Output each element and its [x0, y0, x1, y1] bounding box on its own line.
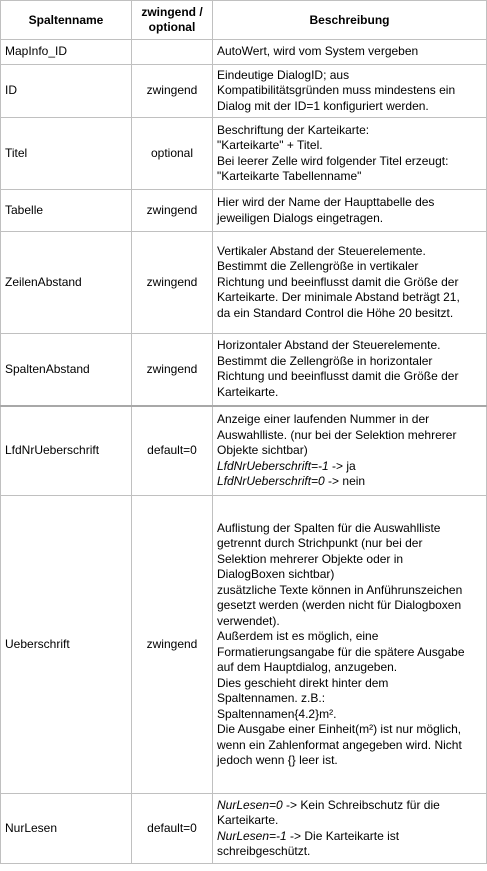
description-line: [217, 195, 482, 211]
cell-column-name: LfdNrUeberschrift: [1, 406, 132, 496]
description-line: [217, 338, 482, 354]
description-line: [217, 691, 482, 707]
cell-description: [213, 406, 487, 496]
cell-description: [213, 496, 487, 794]
description-line: [217, 275, 482, 291]
description-line: [217, 707, 482, 723]
table-row: [1, 334, 487, 406]
description-text: Auswahlliste. (nur bei der Selektion mehrerer: [217, 427, 457, 442]
description-text: Hier wird der Name der Haupttabelle des: [217, 195, 435, 209]
description-line: [217, 552, 482, 568]
table-row: [1, 118, 487, 190]
description-text: "Karteikarte" + Titel.: [217, 138, 323, 152]
cell-required: zwingend: [132, 334, 213, 406]
description-line: [217, 722, 482, 738]
description-line: [217, 369, 482, 385]
description-line: [217, 68, 482, 84]
header-row: [1, 1, 487, 40]
header-required-line-1: zwingend /: [141, 5, 203, 19]
description-line: [217, 385, 482, 401]
description-text: jeweiligen Dialogs eingetragen.: [217, 210, 384, 225]
description-line: [217, 474, 482, 490]
description-text: zusätzliche Texte können in Anführunszeichen: [217, 582, 463, 597]
description-text: auf dem Hauptdialog, anzugeben.: [217, 660, 398, 674]
cell-description: [213, 65, 487, 118]
description-text: Karteikarte.: [217, 384, 279, 399]
description-text: -> nein: [324, 474, 366, 488]
description-line: [217, 753, 482, 769]
description-line: [217, 521, 482, 537]
description-text: Vertikaler Abstand der Steuerelemente.: [217, 243, 426, 258]
description-line: [217, 813, 482, 829]
description-line: [217, 290, 482, 306]
description-text: Die Ausgabe einer Einheit(m²) ist nur möglich,: [217, 722, 462, 736]
description-text: -> Die Karteikarte ist: [286, 828, 400, 843]
header-column-required: [132, 1, 213, 40]
description-text: Dies geschieht direkt hinter dem: [217, 675, 389, 690]
description-text: Außerdem ist es möglich, eine: [217, 629, 379, 643]
header-required-line-2: optional: [148, 20, 196, 34]
description-text: DialogBoxen sichtbar): [217, 567, 335, 581]
description-line: [217, 738, 482, 754]
table-row: [1, 190, 487, 232]
description-line: [217, 259, 482, 275]
description-text: da ein Standard Control die Höhe 20 besitzt.: [217, 305, 454, 320]
description-italic-term: LfdNrUeberschrift=-1: [217, 458, 329, 473]
description-text: Richtung und beeinflusst damit die Größe der: [217, 274, 459, 289]
table-row: [1, 232, 487, 334]
description-line: [217, 428, 482, 444]
description-text: getrennt durch Strichpunkt (nur bei der: [217, 536, 423, 550]
table-header: [1, 1, 487, 40]
description-italic-term: NurLesen=-1: [217, 828, 287, 843]
cell-description: [213, 40, 487, 65]
cell-required: default=0: [132, 794, 213, 864]
description-line: [217, 412, 482, 428]
description-line: [217, 44, 482, 60]
cell-description: [213, 118, 487, 190]
cell-column-name: ID: [1, 65, 132, 118]
description-line: [217, 536, 482, 552]
description-line: [217, 660, 482, 676]
description-text: Bestimmt die Zellengröße in vertikaler: [217, 259, 419, 274]
description-line: [217, 829, 482, 845]
description-line: [217, 629, 482, 645]
cell-column-name: SpaltenAbstand: [1, 334, 132, 406]
description-line: [217, 443, 482, 459]
description-line: [217, 844, 482, 860]
description-text: Kompatibilitätsgründen muss mindestens ein: [217, 83, 456, 98]
description-text: Horizontaler Abstand der Steuerelemente.: [217, 338, 441, 353]
header-column-description: Beschreibung: [213, 1, 487, 40]
description-line: [217, 798, 482, 814]
description-text: jedoch wenn {} leer ist.: [217, 753, 338, 767]
description-italic-term: LfdNrUeberschrift=0: [217, 474, 325, 488]
description-text: Selektion mehrerer Objekte oder in: [217, 551, 404, 566]
description-text: -> ja: [328, 458, 356, 473]
table-row: [1, 794, 487, 864]
cell-required: [132, 40, 213, 65]
cell-required: zwingend: [132, 496, 213, 794]
header-column-name: Spaltenname: [1, 1, 132, 40]
table-body: [1, 40, 487, 864]
description-text: verwendet).: [217, 613, 280, 628]
table-row: [1, 40, 487, 65]
table-row: [1, 65, 487, 118]
description-line: [217, 83, 482, 99]
cell-required: zwingend: [132, 65, 213, 118]
description-text: Spaltennamen. z.B.:: [217, 691, 326, 705]
description-line: [217, 138, 482, 154]
table-row: [1, 406, 487, 496]
cell-description: [213, 232, 487, 334]
description-text: Beschriftung der Karteikarte:: [217, 122, 370, 137]
description-text: gesetzt werden (werden nicht für Dialogboxen: [217, 598, 462, 612]
description-line: [217, 459, 482, 475]
description-text: Bestimmt die Zellengröße in horizontaler: [217, 353, 433, 368]
description-line: [217, 614, 482, 630]
description-line: [217, 567, 482, 583]
description-line: [217, 169, 482, 185]
description-line: [217, 676, 482, 692]
description-line: [217, 645, 482, 661]
description-text: schreibgeschützt.: [217, 844, 311, 858]
description-line: [217, 123, 482, 139]
description-text: Bei leerer Zelle wird folgender Titel erzeugt:: [217, 153, 449, 168]
description-text: "Karteikarte Tabellenname": [217, 169, 362, 183]
cell-required: zwingend: [132, 232, 213, 334]
cell-description: [213, 190, 487, 232]
description-text: AutoWert, wird vom System vergeben: [217, 44, 419, 59]
description-line: [217, 598, 482, 614]
cell-column-name: Titel: [1, 118, 132, 190]
description-italic-term: NurLesen=0: [217, 797, 283, 812]
description-text: Karteikarte. Der minimale Abstand beträgt 21,: [217, 290, 460, 305]
description-text: Richtung und beeinflusst damit die Größe der: [217, 369, 459, 384]
cell-required: optional: [132, 118, 213, 190]
description-text: Dialog mit der ID=1 konfiguriert werden.: [217, 98, 429, 113]
cell-column-name: Ueberschrift: [1, 496, 132, 794]
cell-column-name: Tabelle: [1, 190, 132, 232]
description-text: Karteikarte.: [217, 813, 279, 827]
cell-column-name: NurLesen: [1, 794, 132, 864]
cell-required: default=0: [132, 406, 213, 496]
cell-column-name: ZeilenAbstand: [1, 232, 132, 334]
description-line: [217, 306, 482, 322]
table-row: [1, 496, 487, 794]
description-text: Eindeutige DialogID; aus: [217, 67, 350, 82]
cell-description: [213, 334, 487, 406]
description-line: [217, 154, 482, 170]
description-text: wenn ein Zahlenformat angegeben wird. Nicht: [217, 737, 462, 752]
description-line: [217, 244, 482, 260]
description-text: Objekte sichtbar): [217, 443, 308, 457]
description-text: Anzeige einer laufenden Nummer in der: [217, 412, 430, 426]
description-text: -> Kein Schreibschutz für die: [282, 797, 440, 812]
description-text: Auflistung der Spalten für die Auswahlliste: [217, 520, 441, 535]
cell-required: zwingend: [132, 190, 213, 232]
description-line: [217, 354, 482, 370]
description-text: Formatierungsangabe für die spätere Ausgabe: [217, 644, 465, 659]
description-text: Spaltennamen{4.2}m².: [217, 706, 337, 721]
description-line: [217, 99, 482, 115]
cell-description: [213, 794, 487, 864]
description-line: [217, 583, 482, 599]
cell-column-name: MapInfo_ID: [1, 40, 132, 65]
description-line: [217, 211, 482, 227]
